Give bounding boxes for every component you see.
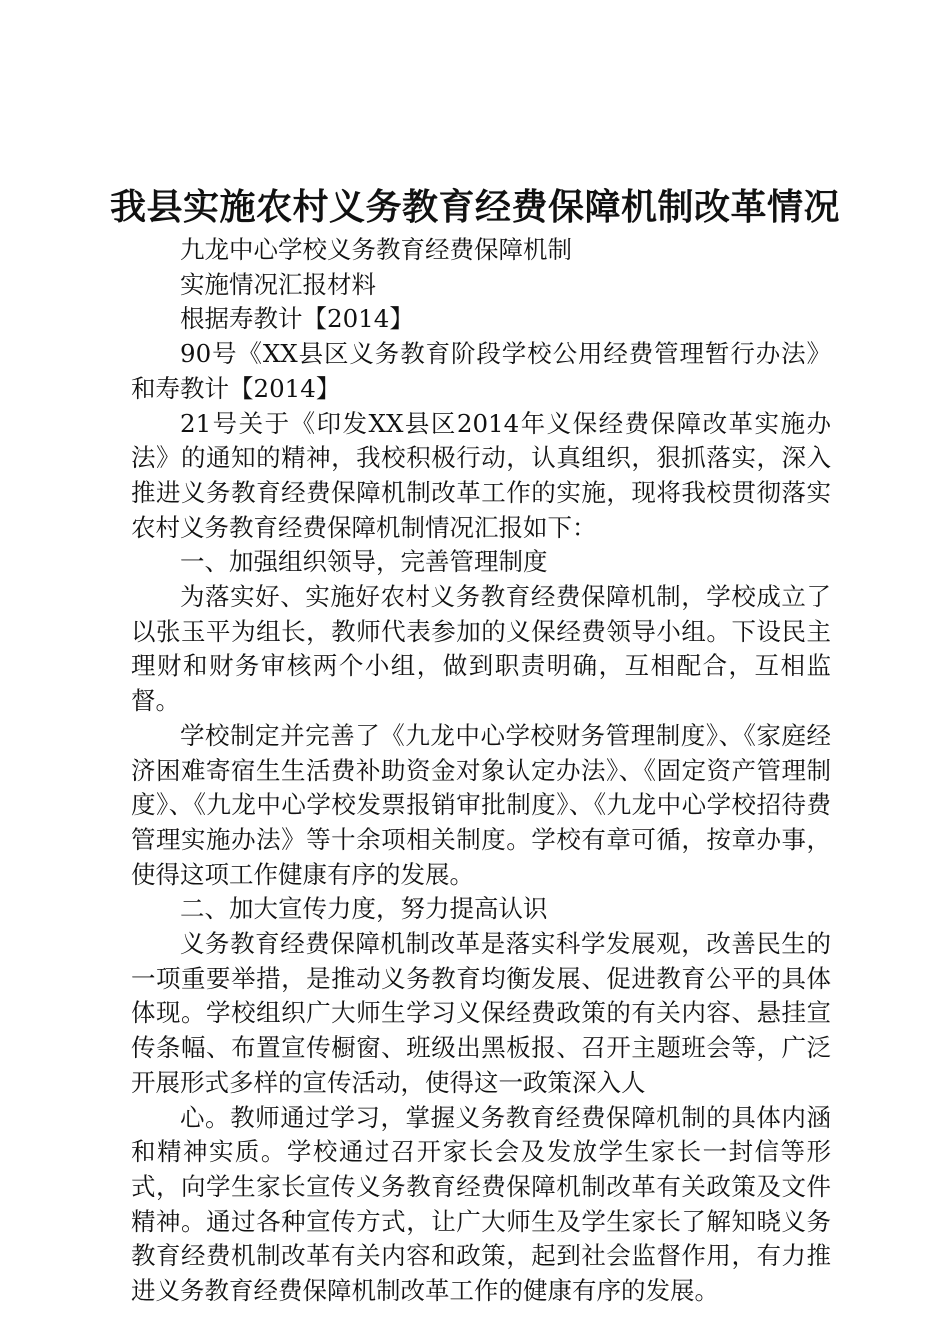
paragraph-teachers-parents: 心。教师通过学习，掌握义务教育经费保障机制的具体内涵和精神实质。学校通过召开家长会及发放学生家长一封信等形式，向学生家长宣传义务教育经费保障机制改革有关政策及文件精神。通过各种宣传方式，让广大师生及学生家长了解知晓义务教育经费机制改革有关内容和政策，起到社会监督作用，有力推进义务教育经费保障机制改革工作的健康有序的发展。 — [131, 1102, 831, 1306]
paragraph-regulations: 学校制定并完善了《九龙中心学校财务管理制度》、《家庭经济困难寄宿生生活费补助资金对象认定办法》、《固定资产管理制度》、《九龙中心学校发票报销审批制度》、《九龙中心学校招待费管理实施办法》等十余项相关制度。学校有章可循，按章办事，使得这项工作健康有序的发展。 — [131, 720, 831, 889]
paragraph-leadership-group: 为落实好、实施好农村义务教育经费保障机制，学校成立了以张玉平为组长，教师代表参加的义保经费领导小组。下设民主理财和财务审核两个小组，做到职责明确，互相配合，互相监督。 — [131, 582, 831, 716]
document-body — [131, 233, 831, 1309]
document-title: 我县实施农村义务教育经费保障机制改革情况 — [109, 187, 840, 228]
paragraph-basis: 根据寿教计【2014】 — [180, 304, 414, 334]
section-heading-2: 二、加大宣传力度，努力提高认识 — [180, 894, 548, 924]
paragraph-publicity: 义务教育经费保障机制改革是落实科学发展观，改善民生的一项重要举措，是推动义务教育均衡发展、促进教育公平的具体体现。学校组织广大师生学习义保经费政策的有关内容、悬挂宣传条幅、布置宣传橱窗、班级出黑板报、召开主题班会等，广泛开展形式多样的宣传活动，使得这一政策深入人 — [131, 929, 831, 1097]
paragraph-document-21: 21号关于《印发XX县区2014年义保经费保障改革实施办法》的通知的精神，我校积极行动，认真组织，狠抓落实，深入推进义务教育经费保障机制改革工作的实施，现将我校贯彻落实农村义务教育经费保障机制情况汇报如下： — [131, 408, 831, 542]
section-heading-1: 一、加强组织领导，完善管理制度 — [180, 547, 548, 577]
paragraph-school-name: 九龙中心学校义务教育经费保障机制 — [180, 235, 572, 264]
paragraph-document-90: 90号《XX县区义务教育阶段学校公用经费管理暂行办法》和寿教计【2014】 — [131, 339, 831, 403]
paragraph-report-subtitle: 实施情况汇报材料 — [180, 269, 376, 299]
